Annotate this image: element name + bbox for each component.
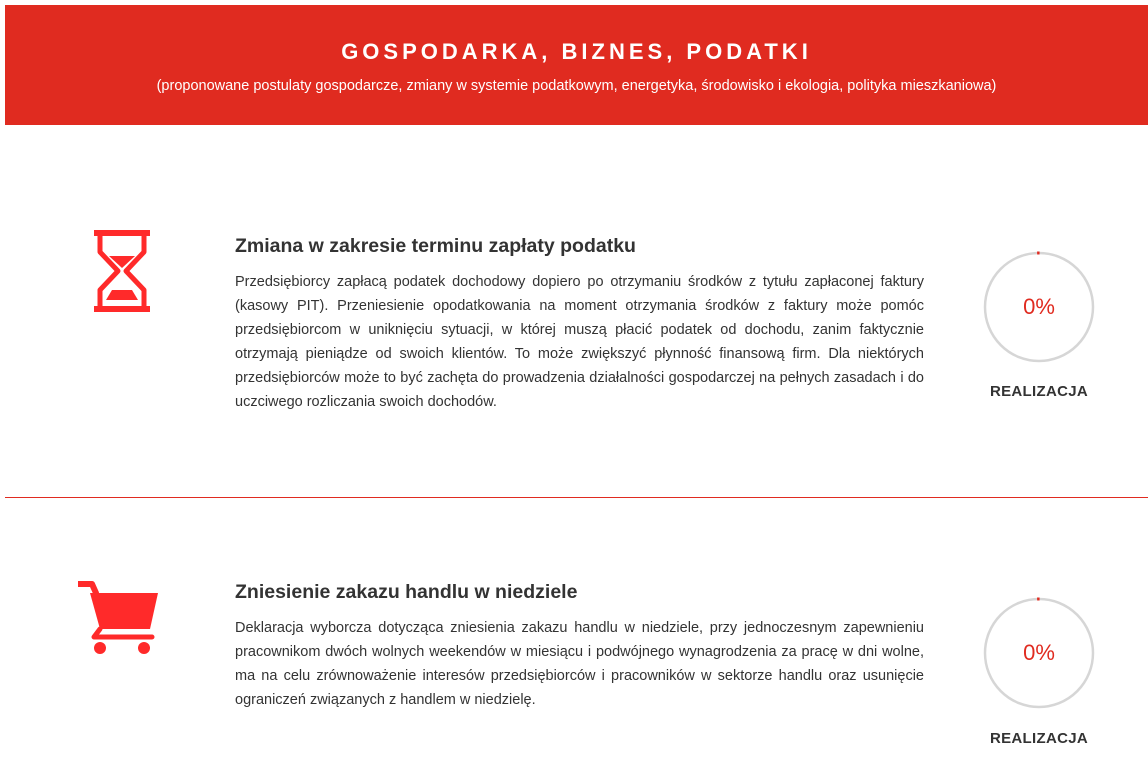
promise-description: Deklaracja wyborcza dotycząca zniesienia zakazu handlu w niedziele, przy jednoczesnym zapewnieniu pracownikom dwóch wolnych weekendów w miesiącu i podwójnego wynagrodzenia za pracę w dni wolne, ma na celu zrównoważenie interesów przedsiębiorców i pracowników w sektorze handlu oraz usunięcie ograniczeń związanych z handlem w niedzielę.: [235, 620, 924, 708]
divider: [5, 497, 1148, 498]
promise-title: Zmiana w zakresie terminu zapłaty podatku: [235, 235, 636, 257]
section-subtitle: (proponowane postulaty gospodarcze, zmiany w systemie podatkowym, energetyka, środowisko i ekologia, polityka mieszkaniowa): [156, 78, 997, 94]
progress-value: 0%: [1023, 294, 1055, 319]
progress-label: REALIZACJA: [989, 383, 1088, 400]
section-header: [5, 5, 1148, 125]
progress-value: 0%: [1023, 640, 1055, 665]
progress-ring: [983, 597, 1095, 709]
progress-label: REALIZACJA: [989, 730, 1088, 747]
shopping-cart-icon: [78, 581, 160, 655]
section-title: GOSPODARKA, BIZNES, PODATKI: [341, 39, 812, 64]
promise-title: Zniesienie zakazu handlu w niedziele: [235, 581, 578, 603]
hourglass-icon: [94, 230, 150, 312]
promise-description: Przedsiębiorcy zapłacą podatek dochodowy dopiero po otrzymaniu środków z tytułu zapłaconej faktury (kasowy PIT). Przeniesienie opodatkowania na moment otrzymania środków z faktury może pomóc przedsiębiorcom w uniknięciu sytuacji, w której muszą płacić podatek od dochodu, zanim faktycznie otrzymają pieniądze od swoich klientów. To może zwiększyć płynność finansową firm. Dla niektórych przedsiębiorców może to być zachęta do prowadzenia działalności gospodarczej na pełnych zasadach i do uczciwego rozliczania swoich dochodów.: [235, 274, 924, 410]
progress-ring: [983, 251, 1095, 363]
